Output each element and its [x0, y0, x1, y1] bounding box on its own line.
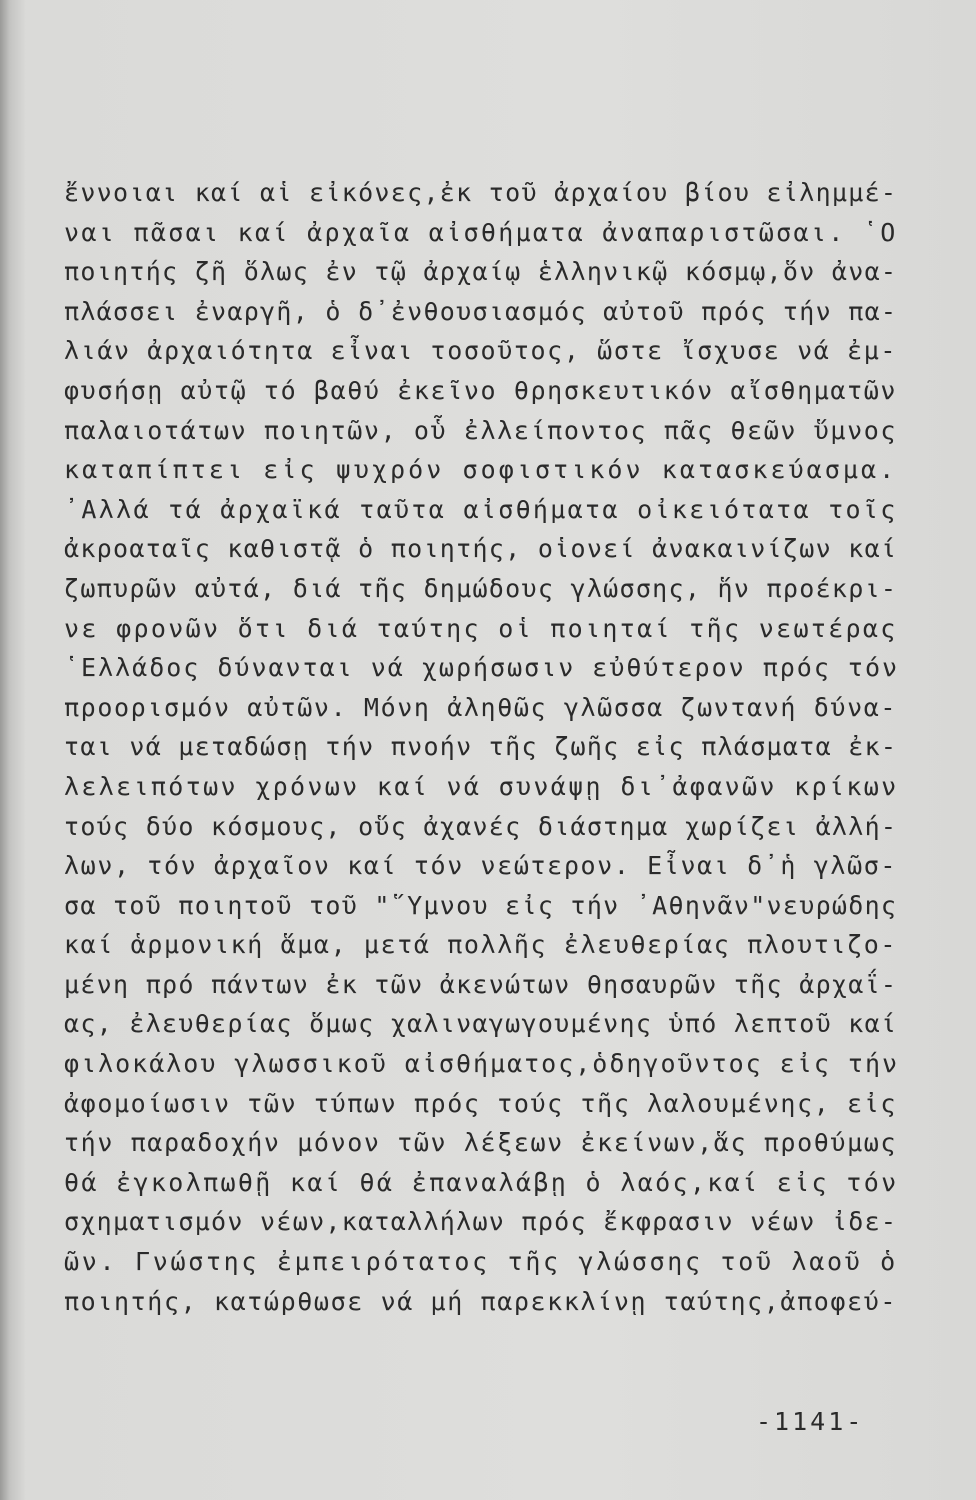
text-line: θά ἐγκολπωθῇ καί θά ἐπαναλάβῃ ὁ λαός,καί εἰς τόν [64, 1167, 899, 1197]
text-line: ῶν. Γνώστης ἐμπειρότατος τῆς γλώσσης τοῦ λαοῦ ὁ [64, 1247, 898, 1277]
text-line: τήν παραδοχήν μόνον τῶν λέξεων ἐκείνων,ἅς προθύμως [64, 1128, 898, 1158]
text-line: παλαιοτάτων ποιητῶν, οὗ ἐλλείποντος πᾶς θεῶν ὕμνος [64, 415, 898, 445]
text-line: ται νά μεταδώσῃ τήν πνοήν τῆς ζωῆς εἰς πλάσματα ἐκ- [64, 732, 898, 762]
text-line: φιλοκάλου γλωσσικοῦ αἰσθήματος,ὁδηγοῦντος εἰς τήν [64, 1049, 900, 1079]
text-line: σχηματισμόν νέων,καταλλήλων πρός ἔκφρασιν νέων ἰδε- [64, 1207, 898, 1237]
text-line: καταπίπτει εἰς ψυχρόν σοφιστικόν κατασκεύασμα. [64, 455, 898, 485]
page-number: -1141- [756, 1407, 865, 1436]
text-line: ἔννοιαι καί αἱ εἰκόνες,ἐκ τοῦ ἀρχαίου βίου εἰλημμέ- [64, 178, 898, 207]
text-line: ποιητής ζῆ ὅλως ἐν τῷ ἀρχαίῳ ἑλληνικῷ κόσμῳ,ὅν ἀνα- [64, 257, 898, 287]
text-line: ἀκροαταῖς καθιστᾷ ὁ ποιητής, οἱονεί ἀνακαινίζων καί [64, 534, 898, 564]
text-line: νε φρονῶν ὅτι διά ταύτης οἱ ποιηταί τῆς νεωτέρας [64, 613, 898, 643]
text-line: σα τοῦ ποιητοῦ τοῦ "῞Υμνου εἰς τήν ᾿Αθηνᾶν"νευρώδης [64, 890, 898, 920]
text-line: προορισμόν αὐτῶν. Μόνη ἀληθῶς γλῶσσα ζωντανή δύνα- [64, 692, 898, 722]
body-text [64, 173, 904, 1321]
text-line: ᾿Αλλά τά ἀρχαϊκά ταῦτα αἰσθήματα οἰκειότατα τοῖς [64, 494, 898, 524]
text-line: ἀφομοίωσιν τῶν τύπων πρός τούς τῆς λαλουμένης, εἰς [64, 1088, 898, 1118]
text-line: ποιητής, κατώρθωσε νά μή παρεκκλίνῃ ταύτης,ἀποφεύ- [64, 1286, 898, 1316]
text-line: πλάσσει ἐναργῆ, ὁ δ᾿ἐνθουσιασμός αὐτοῦ πρός τήν πα- [64, 296, 898, 326]
text-line: τούς δύο κόσμους, οὕς ἀχανές διάστημα χωρίζει ἀλλή- [64, 811, 898, 841]
text-line: ῾Ελλάδος δύνανται νά χωρήσωσιν εὐθύτερον πρός τόν [64, 653, 900, 683]
text-line: καί ἁρμονική ἅμα, μετά πολλῆς ἐλευθερίας πλουτιζο- [64, 930, 898, 960]
text-line: ας, ἐλευθερίας ὅμως χαλιναγωγουμένης ὑπό λεπτοῦ καί [64, 1009, 898, 1039]
text-line: φυσήσῃ αὐτῷ τό βαθύ ἐκεῖνο θρησκευτικόν αἴσθηματῶν [64, 375, 898, 405]
text-line: λων, τόν ἀρχαῖον καί τόν νεώτερον. Εἶναι δ᾿ἡ γλῶσ- [64, 851, 898, 881]
text-line: ζωπυρῶν αὐτά, διά τῆς δημώδους γλώσσης, ἥν προέκρι- [64, 573, 898, 603]
text-line: λελειπότων χρόνων καί νά συνάψῃ δι᾿ἀφανῶν κρίκων [64, 771, 899, 801]
text-line: ναι πᾶσαι καί ἀρχαῖα αἰσθήματα ἀναπαριστῶσαι. ῾Ο [64, 217, 898, 247]
text-line: μένη πρό πάντων ἐκ τῶν ἀκενώτων θησαυρῶν τῆς ἀρχαΐ- [64, 969, 898, 999]
text-line: λιάν ἀρχαιότητα εἶναι τοσοῦτος, ὥστε ἴσχυσε νά ἐμ- [64, 336, 898, 366]
